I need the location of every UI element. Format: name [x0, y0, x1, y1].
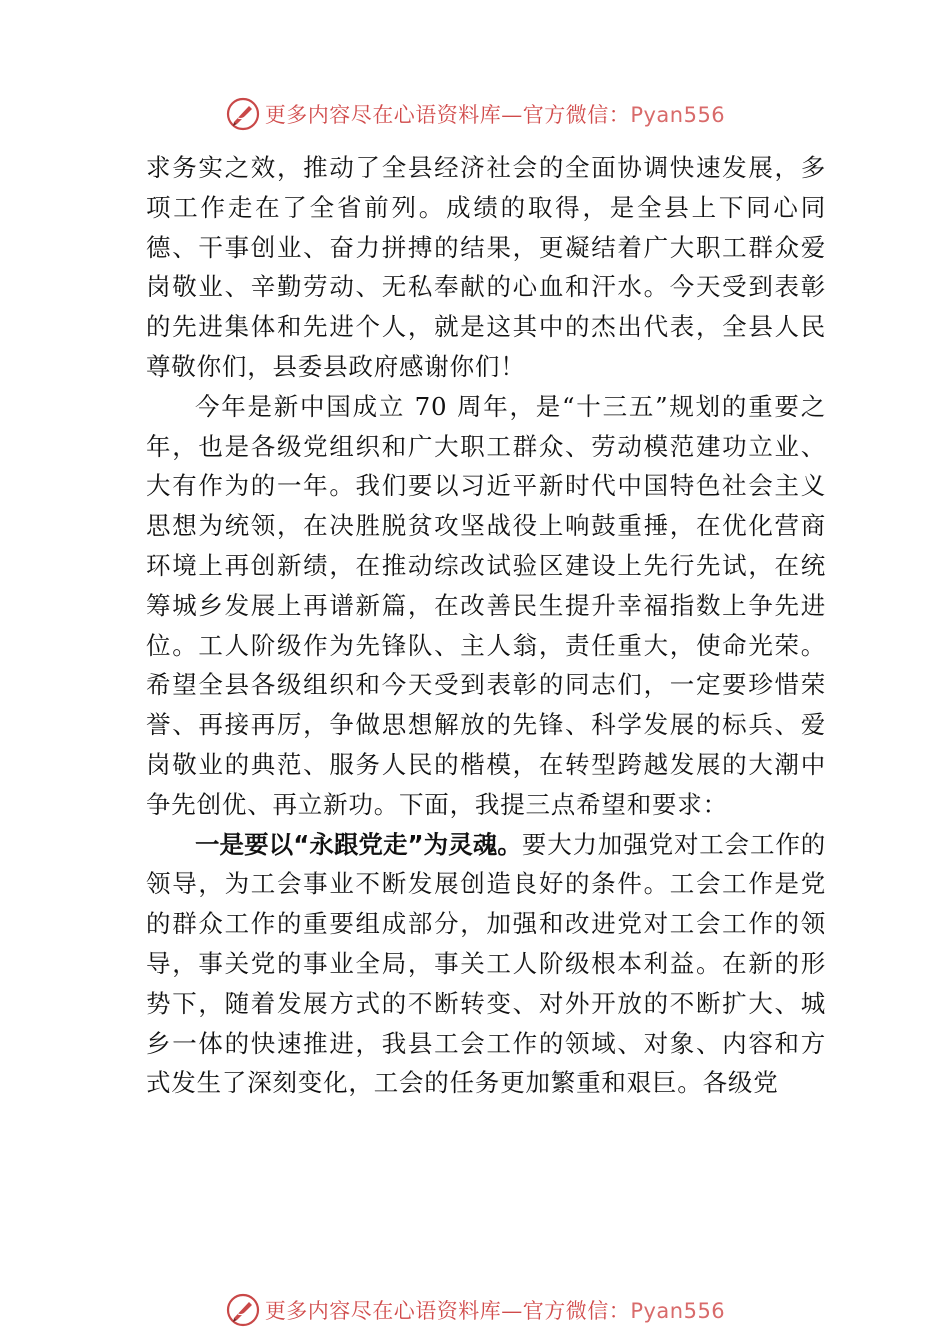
- paragraph-2: 今年是新中国成立 70 周年，是“十三五”规划的重要之年，也是各级党组织和广大职工群众、劳动模范建功立业、大有作为的一年。我们要以习近平新时代中国特色社会主义思想为统领，在决胜脱贫攻坚战役上响鼓重捶，在优化营商环境上再创新绩，在推动综改试验区建设上先行先试，在统筹城乡发展上再谱新篇，在改善民生提升幸福指数上争先进位。工人阶级作为先锋队、主人翁，责任重大，使命光荣。希望全县各级组织和今天受到表彰的同志们，一定要珍惜荣誉、再接再厉，争做思想解放的先锋、科学发展的标兵、爱岗敬业的典范、服务人民的楷模，在转型跨越发展的大潮中争先创优、再立新功。下面，我提三点希望和要求：: [146, 391, 826, 819]
- paragraph-3-rest: 要大力加强党对工会工作的领导，为工会事业不断发展创造良好的条件。工会工作是党的群众工作的重要组成部分，加强和改进党对工会工作的领导，事关党的事业全局，事关工人阶级根本利益。在新的形势下，随着发展方式的不断转变、对外开放的不断扩大、城乡一体的快速推进，我县工会工作的领域、对象、内容和方式发生了深刻变化，工会的任务更加繁重和艰巨。各级党: [146, 829, 826, 1098]
- pen-logo-icon: [225, 96, 261, 132]
- paragraph-3-lead: 一是要以“永跟党走”为灵魂。: [195, 829, 522, 859]
- footer-watermark-text: [265, 1295, 725, 1325]
- header-brand-text: 更多内容尽在心语资料库—官方微信：: [264, 103, 631, 127]
- footer-wechat-id: Pyan556: [630, 1299, 726, 1323]
- footer-brand-text: 更多内容尽在心语资料库—官方微信：: [264, 1299, 631, 1323]
- header-watermark: [0, 92, 950, 136]
- header-watermark-text: [265, 99, 725, 129]
- paragraph-1: 求务实之效，推动了全县经济社会的全面协调快速发展，多项工作走在了全省前列。成绩的取得，是全县上下同心同德、干事创业、奋力拼搏的结果，更凝结着广大职工群众爱岗敬业、辛勤劳动、无私奉献的心血和汗水。今天受到表彰的先进集体和先进个人，就是这其中的杰出代表，全县人民尊敬你们，县委县政府感谢你们！: [146, 153, 826, 381]
- header-wechat-id: Pyan556: [630, 103, 726, 127]
- footer-watermark: [0, 1288, 950, 1332]
- paragraph-3: [146, 825, 826, 1104]
- document-body: [146, 148, 826, 1103]
- pen-logo-icon: [225, 1292, 261, 1328]
